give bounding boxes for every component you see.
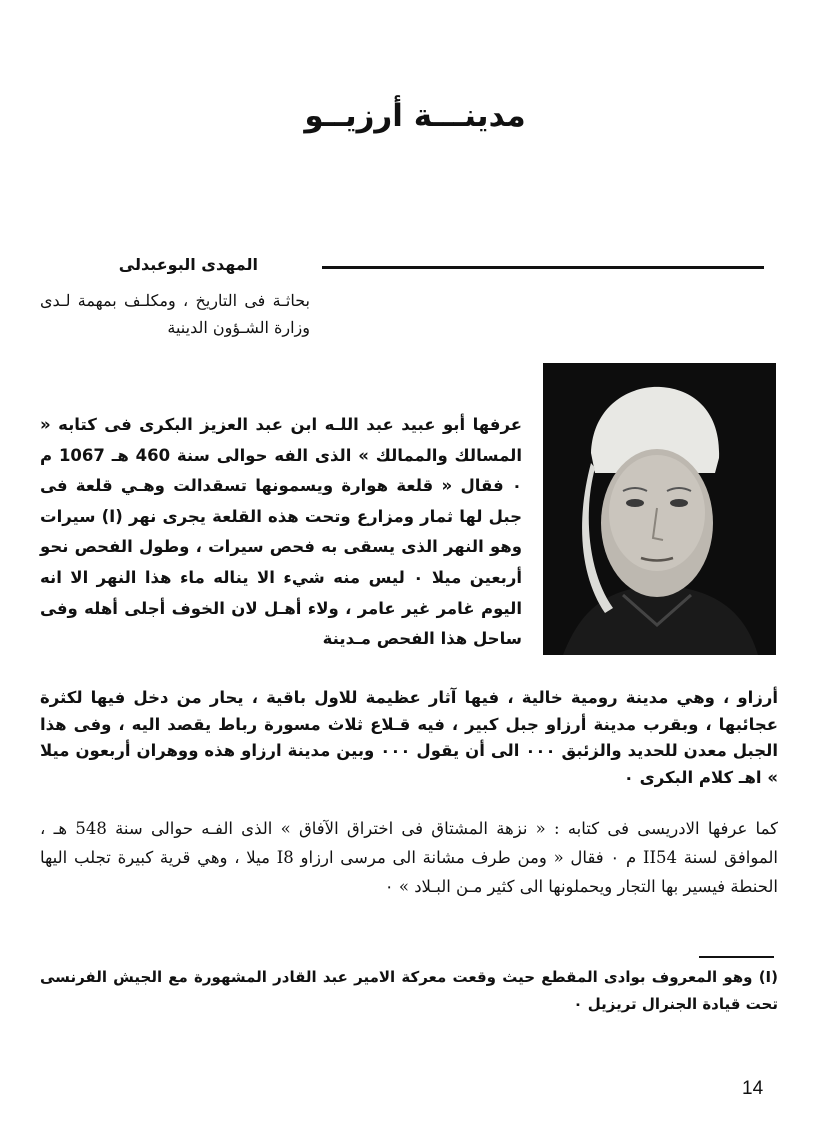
title-rule bbox=[322, 266, 764, 269]
author-bio: بحاثـة فى التاريخ ، ومكلـف بمهمة لـدى وزارة الشـؤون الدينية bbox=[40, 291, 310, 337]
author-photo bbox=[543, 363, 776, 655]
footnote-rule bbox=[699, 956, 774, 958]
author-portrait-image bbox=[543, 363, 776, 655]
author-name: المهدى البوعبدلى bbox=[118, 255, 258, 274]
paragraph-1-continued: أرزاو ، وهي مدينة رومية خالية ، فيها آثار عظيمة للاول باقية ، يحار من دخل فيها لكثرة عجائبها ، وبقرب مدينة أرزاو جبل كبير ، فيه قـلاع ثلاث مسورة رباط يقصد اليه ، وفى هذا الجبل معدن للحديد والزئبق ٠٠٠ الى أن يقول ٠٠٠ وبين مدينة ارزاو هذه ووهران أربعون ميلا » اهـ كلام البكرى ٠ bbox=[40, 688, 778, 787]
paragraph-2: كما عرفها الادريسى فى كتابه : « نزهة المشتاق فى اختراق الآفاق » الذى الفـه حوالى سنة 548 هـ ، الموافق لسنة II54 م ٠ فقال « ومن طرف مشانة الى مرسى ارزاو I8 ميلا ، وهي قرية كبيرة تجلب اليها الحنطة فيسير بها التجار ويحملونها الى كثير مـن البـلاد » ٠ bbox=[40, 819, 778, 896]
page-number: 14 bbox=[742, 1078, 764, 1099]
paragraph-1: عرفها أبو عبيد عبد اللـه ابن عبد العزيز البكرى فى كتابه « المسالك والممالك » الذى الفه حوالى سنة 460 هـ 1067 م ٠ فقال « قلعة هوارة ويسمونها تسقدالت وهـي قلعة فى جبل لها ثمار ومزارع وتحت هذه القلعة يجرى نهر (I) سيرات وهو النهر الذى يسقى به فحص سيرات ، وطول الفحص نحو أربعين ميلا ٠ ليس منه شيء الا يناله ماء هذا النهر الا انه اليوم غامر غير عامر ، ولاء أهـل لان الخوف أجلى أهله وفى ساحل هذا الفحص مـدينة bbox=[40, 415, 523, 649]
article-title: مدينـــة أرزيــو bbox=[304, 98, 526, 134]
footnote: (I) وهو المعروف بوادى المقطع حيث وقعت معركة الامير عبد القادر المشهورة مع الجيش الفرنسى تحت قيادة الجنرال تريزيل ٠ bbox=[40, 968, 778, 1013]
